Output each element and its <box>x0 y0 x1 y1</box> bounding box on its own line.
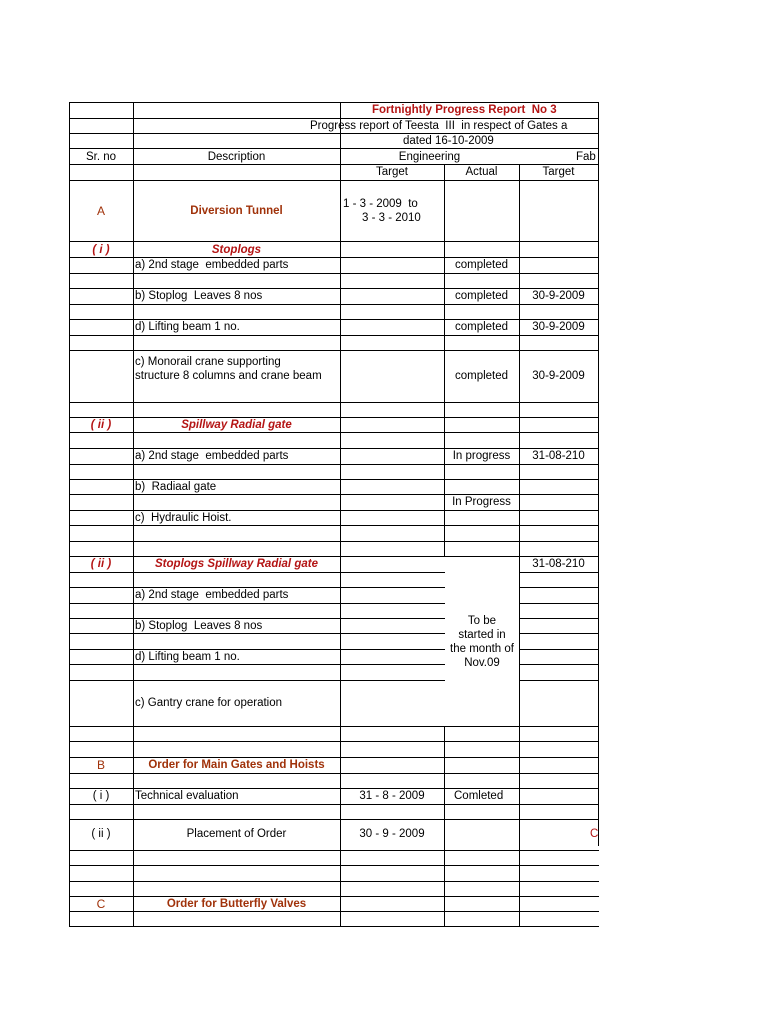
spillway-item-3-actual: In Progress <box>452 496 511 508</box>
stoplogs-spillway-item-3: d) Lifting beam 1 no. <box>135 651 240 663</box>
spillway-item-1-fab: 31-08-210 <box>532 450 585 462</box>
section-a-target-from: 1 - 3 - 2009 to <box>343 198 418 210</box>
section-a-target-to: 3 - 3 - 2010 <box>362 212 421 224</box>
spillway-item-1-actual: In progress <box>452 450 511 462</box>
stoplogs-spillway-note: To be started in the month of Nov.09 <box>450 615 514 669</box>
stoplogs-item-3-actual: completed <box>454 321 509 333</box>
spillway-item-1-desc: a) 2nd stage embedded parts <box>135 450 289 462</box>
spillway-item-2-desc: b) Radiaal gate <box>135 481 217 493</box>
stoplogs-item-4-desc: c) Monorail crane supporting structure 8 columns and crane beam <box>135 356 322 382</box>
section-b-item-2-code: ( ii ) <box>91 828 111 840</box>
section-b-overflow-mark: C <box>590 828 599 840</box>
stoplogs-item-2-fab: 30-9-2009 <box>532 290 585 302</box>
stoplogs-item-1-desc: a) 2nd stage embedded parts <box>135 259 289 271</box>
stoplogs-item-3-fab: 30-9-2009 <box>532 321 585 333</box>
section-b-item-2-desc: Placement of Order <box>186 828 287 840</box>
col-description: Description <box>207 151 266 163</box>
stoplogs-spillway-code: ( ii ) <box>90 558 112 570</box>
stoplogs-item-3-desc: d) Lifting beam 1 no. <box>135 321 240 333</box>
stoplogs-spillway-title: Stoplogs Spillway Radial gate <box>155 558 318 570</box>
stoplogs-item-1-actual: completed <box>454 259 509 271</box>
stoplogs-item-2-desc: b) Stoplog Leaves 8 nos <box>135 290 263 302</box>
section-a-code: A <box>96 204 105 218</box>
col-eng-target: Target <box>376 166 408 178</box>
section-b-title: Order for Main Gates and Hoists <box>148 759 325 771</box>
section-b-item-2-target: 30 - 9 - 2009 <box>359 828 425 840</box>
section-b-item-1-desc: Technical evaluation <box>135 790 239 802</box>
report-date: dated 16-10-2009 <box>403 135 494 147</box>
stoplogs-spillway-fab: 31-08-210 <box>532 558 585 570</box>
stoplogs-item-2-actual: completed <box>454 290 509 302</box>
stoplogs-code: ( i ) <box>92 244 110 256</box>
col-eng-actual: Actual <box>465 166 498 178</box>
section-c-title: Order for Butterfly Valves <box>166 898 307 910</box>
spillway-item-4-desc: c) Hydraulic Hoist. <box>135 512 232 524</box>
section-b-item-1-actual: Comleted <box>454 790 504 802</box>
col-engineering: Engineering <box>398 151 461 163</box>
section-b-code: B <box>96 758 105 772</box>
spillway-code: ( ii ) <box>90 419 112 431</box>
col-fabrication: Fab <box>576 151 596 163</box>
col-fab-target: Target <box>542 166 575 178</box>
spillway-title: Spillway Radial gate <box>181 419 292 431</box>
stoplogs-spillway-item-4: c) Gantry crane for operation <box>135 697 283 709</box>
stoplogs-spillway-item-1: a) 2nd stage embedded parts <box>135 589 289 601</box>
col-sr-no: Sr. no <box>85 151 117 163</box>
stoplogs-title: Stoplogs <box>211 244 262 256</box>
stoplogs-spillway-item-2: b) Stoplog Leaves 8 nos <box>135 620 263 632</box>
stoplogs-item-4-fab: 30-9-2009 <box>532 370 585 382</box>
report-title: Fortnightly Progress Report No 3 <box>372 104 557 116</box>
section-a-title: Diversion Tunnel <box>190 205 283 217</box>
stoplogs-item-4-actual: completed <box>454 370 509 382</box>
section-b-item-1-code: ( i ) <box>92 790 110 802</box>
section-b-item-1-target: 31 - 8 - 2009 <box>359 790 425 802</box>
section-c-code: C <box>96 897 106 911</box>
report-subtitle: Progress report of Teesta III in respect of Gates a <box>310 120 568 132</box>
